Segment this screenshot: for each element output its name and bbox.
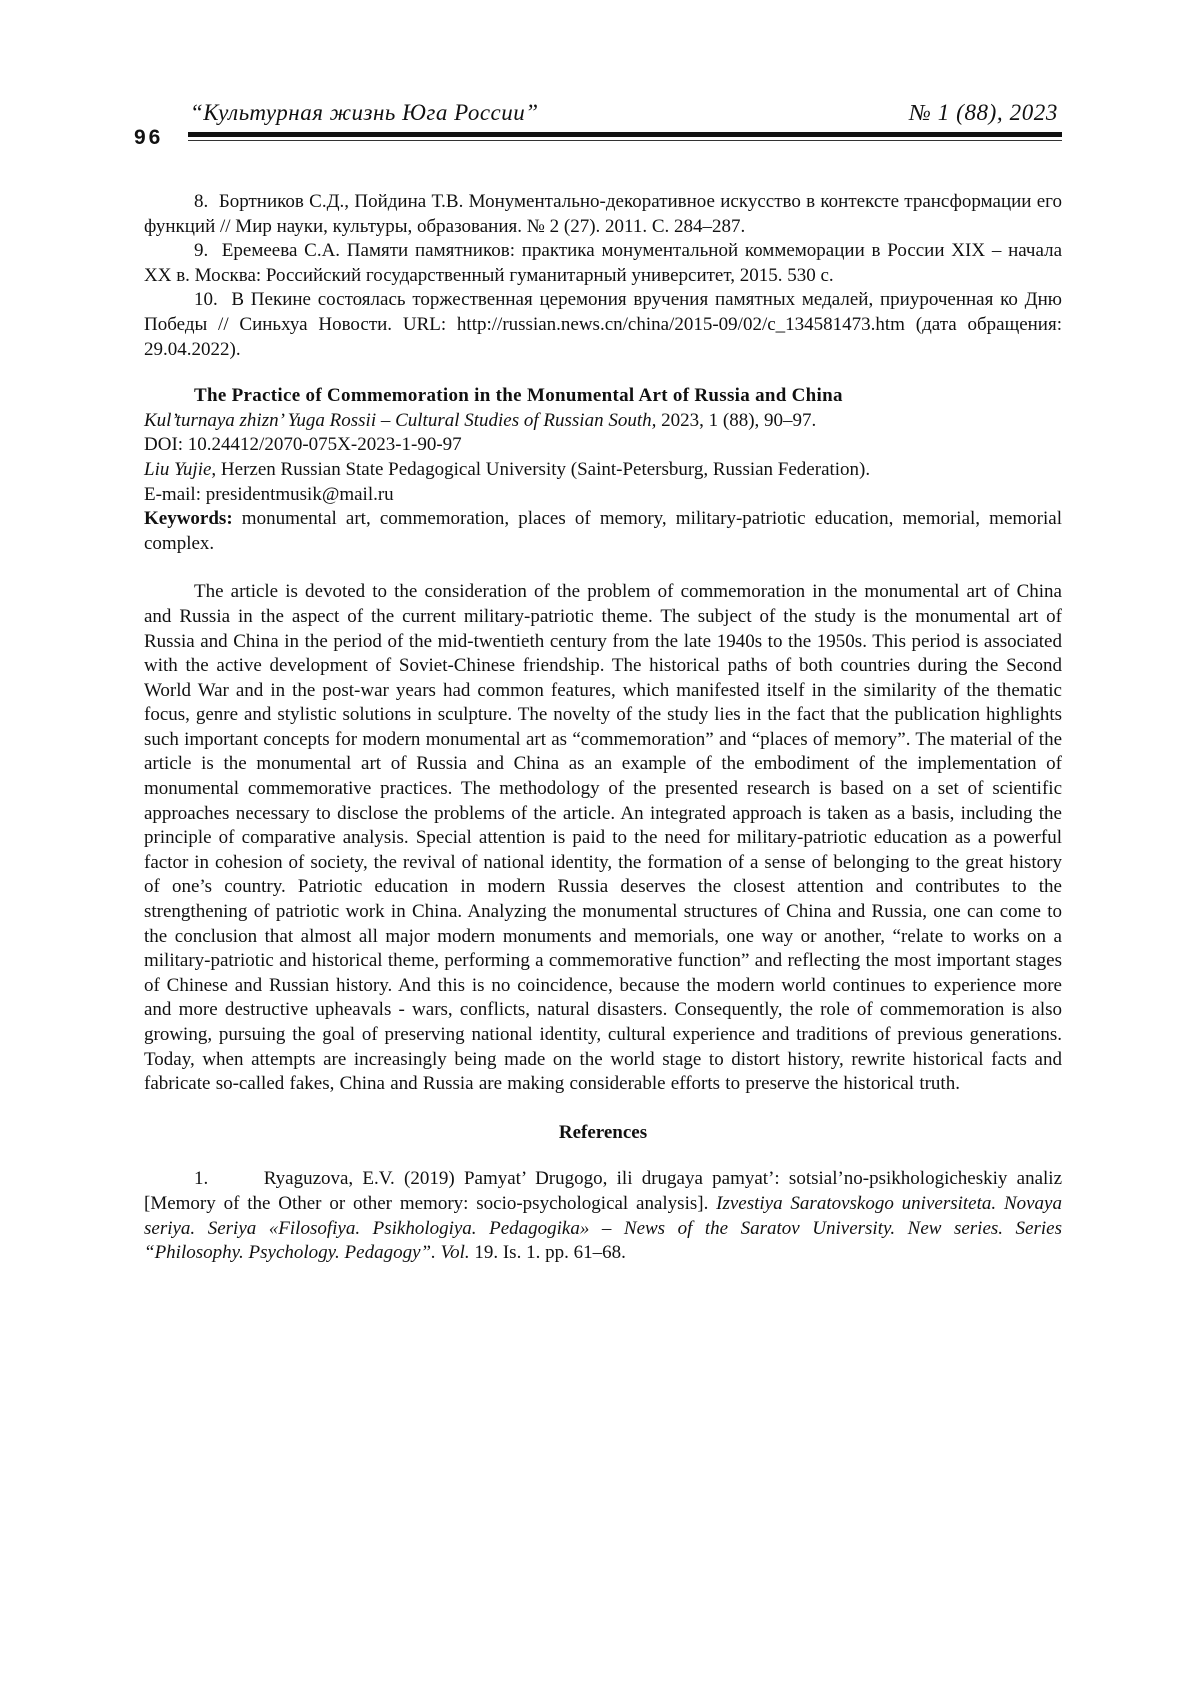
author-name: Liu Yujie	[144, 458, 212, 480]
page-header	[134, 98, 1062, 148]
header-rule-thin	[188, 140, 1062, 141]
header-rule-thick	[188, 132, 1062, 137]
page-content	[144, 190, 1062, 1266]
reference-item	[144, 239, 1062, 288]
reference-item	[144, 288, 1062, 362]
citation-journal: Kul’turnaya zhizn’ Yuga Rossii – Cultural Studies of Russian South,	[144, 409, 657, 431]
issue-number: № 1 (88), 2023	[909, 100, 1058, 125]
abstract-paragraph: The article is devoted to the consideration of the problem of commemoration in the monumental art of China and Russia in the aspect of the current military-patriotic theme. The subject of the study is the monumental art of Russia and China in the period of the mid-twentieth century from the late 1940s to the 1950s. This period is associated with the active development of Soviet-Chinese friendship. The historical paths of both countries during the Second World War and in the post-war years had common features, which manifested itself in the similarity of the thematic focus, genre and stylistic solutions in sculpture. The novelty of the study lies in the fact that the publication highlights such important concepts for modern monumental art as “commemoration” and “places of memory”. The material of the article is the monumental art of Russia and China as an example of the embodiment of the implementation of monumental commemorative practices. The methodology of the presented research is based on a set of scientific approaches necessary to disclose the problems of the article. An integrated approach is taken as a basis, including the principle of comparative analysis. Special attention is paid to the need for military-patriotic education as a powerful factor in cohesion of society, the revival of national identity, the formation of a sense of belonging to the great history of one’s country. Patriotic education in modern Russia deserves the closest attention and contributes to the strengthening of patriotic work in China. Analyzing the monumental structures of China and Russia, one can come to the conclusion that almost all major modern monuments and memorials, one way or another, “relate to works on a military-patriotic and historical theme, performing a commemorative function” and reflecting the most important stages of Chinese and Russian history. And this is no coincidence, because the modern world continues to experience more and more destructive upheavals - wars, conflicts, natural disasters. Consequently, the role of commemoration is also growing, pursuing the goal of preserving national identity, cultural experience and traditions of previous generations. Today, when attempts are increasingly being made on the world stage to distort history, rewrite historical facts and fabricate so-called fakes, China and Russia are making considerable efforts to preserve the historical truth.	[144, 581, 1062, 1095]
reference-item	[144, 1167, 1062, 1265]
page-number: 96	[134, 126, 164, 149]
reference-text: Еремеева С.А. Памяти памятников: практика монументальной коммеморации в России XIX – начала XX в. Москва: Российский государственный гуманитарный университет, 2015. 530 с.	[144, 240, 1063, 286]
keywords	[144, 507, 1062, 556]
reference-item	[144, 190, 1062, 239]
citation-line	[144, 409, 1062, 434]
reference-text: Бортников С.Д., Пойдина Т.В. Монументально-декоративное искусство в контексте трансформации его функций // Мир науки, культуры, образования. № 2 (27). 2011. С. 284–287.	[144, 191, 1062, 237]
doi: DOI: 10.24412/2070-075X-2023-1-90-97	[144, 434, 462, 456]
reference-text: В Пекине состоялась торжественная церемония вручения памятных медалей, приуроченная ко Дню Победы // Синьхуа Новости. URL: http://russian.news.cn/china/2015-09/02/c_134581473.htm (дата обращения: 29.04.2022).	[144, 289, 1062, 360]
reference-number: 9.	[194, 240, 209, 262]
author-line	[144, 458, 1062, 483]
journal-running-title: “Культурная жизнь Юга России”	[190, 100, 539, 125]
reference-source-italic: Izvestiya Saratovskogo universiteta. Novaya seriya. Seriya «Filosofiya. Psikhologiya. Pedagogika» – News of the Saratov University. New series. Series “Philosophy. Psychology. Pedagogy”. Vol.	[144, 1192, 1062, 1264]
russian-reference-list	[144, 190, 1062, 362]
reference-text: Ryaguzova, E.V. (2019) Pamyat’ Drugogo, ili drugaya pamyat’: sotsial’no-psikhologicheskiy analiz [Memory of the Other or other memory: socio-psychological analysis].	[144, 1168, 1063, 1214]
english-article-title: The Practice of Commemoration in the Monumental Art of Russia and China	[194, 385, 843, 407]
citation-details: 2023, 1 (88), 90–97.	[656, 409, 817, 431]
english-metadata-block	[144, 384, 1062, 556]
reference-number: 10.	[194, 289, 218, 311]
reference-number: 8.	[194, 191, 209, 212]
reference-number: 1.	[194, 1168, 209, 1190]
english-reference-list	[144, 1167, 1062, 1265]
references-heading: References	[558, 1121, 648, 1143]
author-affiliation: , Herzen Russian State Pedagogical University (Saint-Petersburg, Russian Federation).	[211, 458, 871, 480]
author-email: E-mail: presidentmusik@mail.ru	[144, 483, 394, 505]
keywords-text: monumental art, commemoration, places of memory, military-patriotic education, memorial, memorial complex.	[144, 508, 1062, 554]
reference-tail: 19. Is. 1. pp. 61–68.	[469, 1242, 626, 1264]
keywords-label: Keywords:	[144, 508, 233, 530]
